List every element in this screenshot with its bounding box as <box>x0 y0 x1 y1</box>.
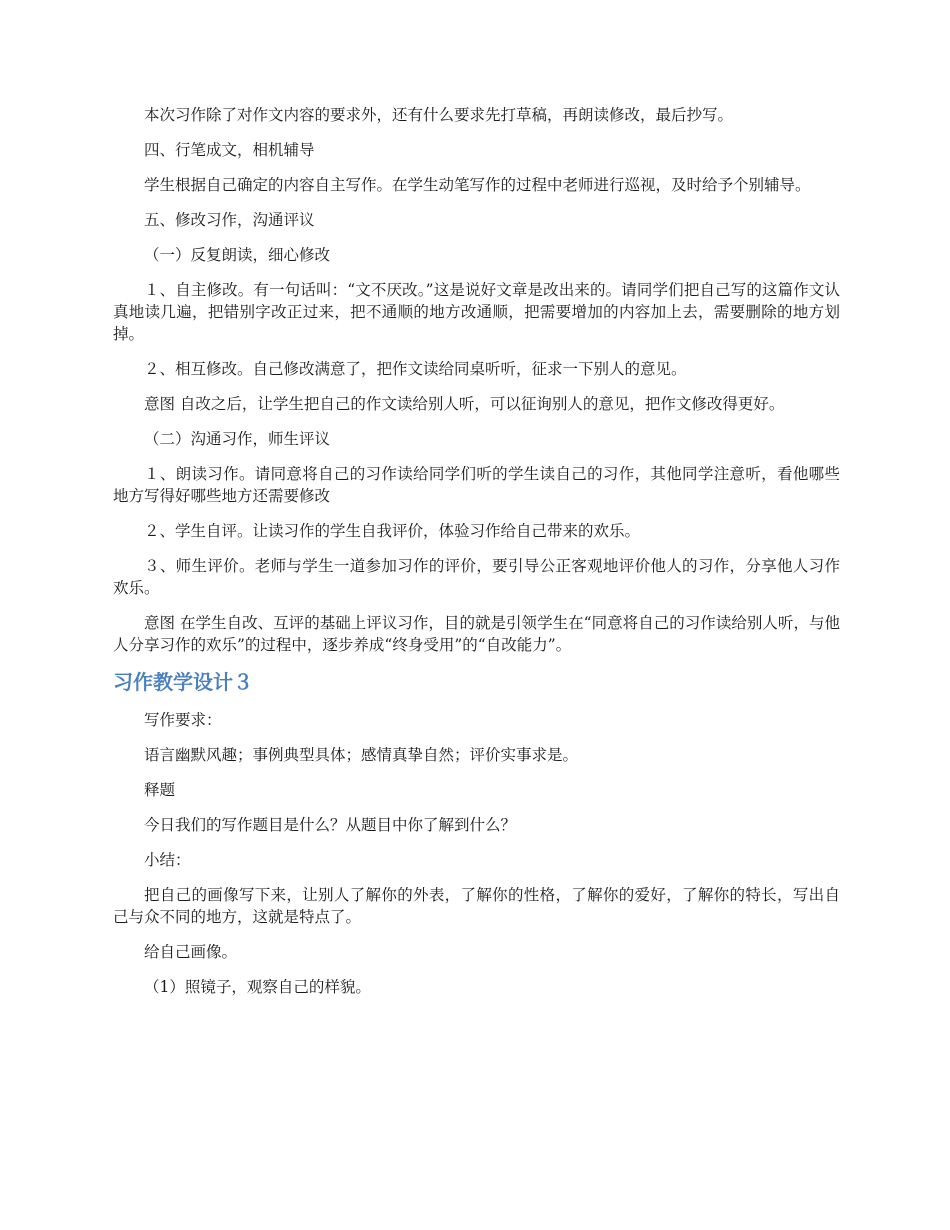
paragraph: ２、学生自评。让读习作的学生自我评价，体验习作给自己带来的欢乐。 <box>144 522 641 540</box>
paragraph: 学生根据自己确定的内容自主写作。在学生动笔写作的过程中老师进行巡视，及时给予个别辅导。 <box>144 176 811 194</box>
paragraph: 意图 在学生自改、互评的基础上评议习作，目的就是引领学生在“同意将自己的习作读给别人听，与他人分享习作的欢乐”的过程中，逐步养成“终身受用”的“自改能力”。 <box>113 614 840 654</box>
paragraph: １、朗读习作。请同意将自己的习作读给同学们听的学生读自己的习作，其他同学注意听，看他哪些地方写得好哪些地方还需要修改 <box>113 465 840 505</box>
paragraph: 小结： <box>144 851 191 869</box>
paragraph: 把自己的画像写下来，让别人了解你的外表，了解你的性格，了解你的爱好，了解你的特长，写出自己与众不同的地方，这就是特点了。 <box>113 886 840 926</box>
section-title: 习作教学设计３ <box>113 670 253 694</box>
paragraph: 语言幽默风趣；事例典型具体；感情真挚自然；评价实事求是。 <box>144 746 579 764</box>
paragraph: 今日我们的写作题目是什么？从题目中你了解到什么？ <box>144 816 517 834</box>
document-page <box>113 104 840 1011</box>
paragraph: 本次习作除了对作文内容的要求外，还有什么要求先打草稿，再朗读修改，最后抄写。 <box>144 106 734 124</box>
paragraph: ２、相互修改。自己修改满意了，把作文读给同桌听听，征求一下别人的意见。 <box>144 360 687 378</box>
paragraph: 释题 <box>144 781 176 799</box>
paragraph: １、自主修改。有一句话叫：“文不厌改。”这是说好文章是改出来的。请同学们把自己写的这篇作文认真地读几遍，把错别字改正过来，把不通顺的地方改通顺，把需要增加的内容加上去，需要删除的地方划掉。 <box>113 281 840 343</box>
paragraph: 写作要求： <box>144 711 222 729</box>
paragraph: ３、师生评价。老师与学生一道参加习作的评价，要引导公正客观地评价他人的习作，分享他人习作欢乐。 <box>113 557 840 597</box>
paragraph: 意图 自改之后，让学生把自己的作文读给别人听，可以征询别人的意见，把作文修改得更好。 <box>144 395 785 413</box>
paragraph-heading: 四、行笔成文，相机辅导 <box>144 141 315 159</box>
paragraph-subheading: （一）反复朗读，细心修改 <box>144 246 331 264</box>
paragraph: （1）照镜子，观察自己的样貌。 <box>144 978 371 996</box>
paragraph-subheading: （二）沟通习作，师生评议 <box>144 430 331 448</box>
paragraph: 给自己画像。 <box>144 943 238 961</box>
paragraph-heading: 五、修改习作，沟通评议 <box>144 211 315 229</box>
